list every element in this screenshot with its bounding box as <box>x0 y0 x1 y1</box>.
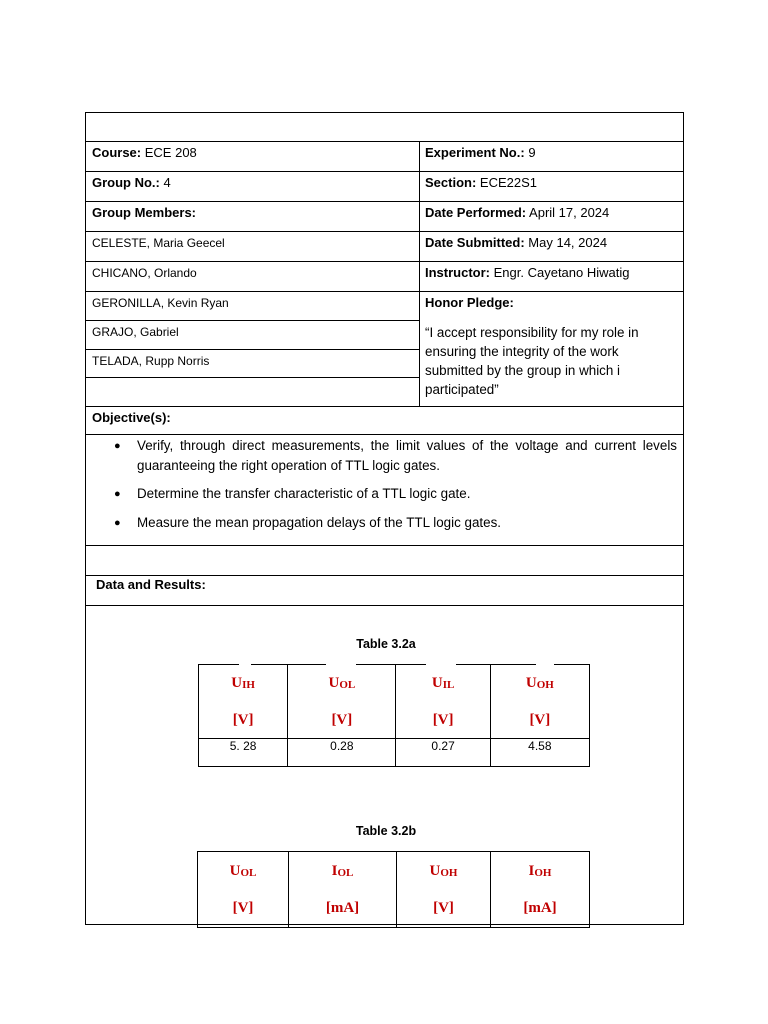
rule <box>86 201 683 202</box>
table-a-cell: 4.58 <box>490 739 589 767</box>
bullet-icon: ● <box>114 488 121 500</box>
objective-item: Measure the mean propagation delays of the TTL logic gates. <box>137 515 501 530</box>
rule <box>86 377 419 378</box>
table-a <box>198 664 590 767</box>
rule <box>86 545 683 546</box>
member-item: TELADA, Rupp Norris <box>92 354 210 368</box>
rule <box>86 575 683 576</box>
table-b-header: $U_{OH}$ [V] <box>397 852 491 928</box>
table-b-caption: Table 3.2b <box>355 824 417 838</box>
table-b-header: $I_{OL}$ [mA] <box>289 852 397 928</box>
table-a-cell: 0.28 <box>288 739 396 767</box>
member-item: GRAJO, Gabriel <box>92 325 179 339</box>
date-submitted-field: Date Submitted: May 14, 2024 <box>425 235 608 250</box>
border-gap <box>326 663 356 666</box>
objectives-label: Objective(s): <box>92 410 171 425</box>
table-a-cell: 0.27 <box>396 739 490 767</box>
border-gap <box>239 663 251 666</box>
table-a-caption: Table 3.2a <box>356 637 416 651</box>
table-a-header: $U_{OH}$ [V] <box>490 665 589 739</box>
bullet-icon: ● <box>114 517 121 529</box>
rule <box>86 171 683 172</box>
rule <box>86 320 419 321</box>
rule <box>86 605 683 606</box>
table-b-header: $I_{OH}$ [mA] <box>491 852 590 928</box>
instructor-field: Instructor: Engr. Cayetano Hiwatig <box>425 265 630 280</box>
rule <box>86 406 683 407</box>
bullet-icon: ● <box>114 440 121 452</box>
rule <box>86 141 683 142</box>
experiment-field: Experiment No.: 9 <box>425 145 536 160</box>
honor-pledge-text: “I accept responsibility for my role in ensuring the integrity of the work submitted by the group in which i participated” <box>425 325 639 397</box>
objective-item: Determine the transfer characteristic of a TTL logic gate. <box>137 486 471 501</box>
members-label: Group Members: <box>92 205 197 220</box>
rule <box>86 291 683 292</box>
table-a-header: $U_{OL}$ [V] <box>288 665 396 739</box>
rule <box>86 261 683 262</box>
course-field: Course: ECE 208 <box>92 145 197 160</box>
results-label: Data and Results: <box>96 577 206 592</box>
column-divider <box>419 141 420 406</box>
border-gap <box>426 663 456 666</box>
rule <box>86 349 419 350</box>
table-a-header: $U_{IL}$ [V] <box>396 665 490 739</box>
member-item: CELESTE, Maria Geecel <box>92 236 225 250</box>
rule <box>86 231 683 232</box>
table-a-header: $U_{IH}$ [V] <box>199 665 288 739</box>
border-gap <box>536 663 554 666</box>
group-field: Group No.: 4 <box>92 175 171 190</box>
table-a-cell: 5. 28 <box>199 739 288 767</box>
section-field: Section: ECE22S1 <box>425 175 538 190</box>
member-item: CHICANO, Orlando <box>92 266 197 280</box>
rule <box>86 434 683 435</box>
lab-report-sheet <box>85 112 684 925</box>
date-performed-field: Date Performed: April 17, 2024 <box>425 205 610 220</box>
member-item: GERONILLA, Kevin Ryan <box>92 296 229 310</box>
table-b-header: $U_{OL}$ [V] <box>198 852 289 928</box>
table-b <box>197 851 590 928</box>
honor-pledge-label: Honor Pledge: <box>425 295 514 310</box>
objective-item: Verify, through direct measurements, the limit values of the voltage and current levels guaranteeing the right operation of TTL logic gates. <box>137 438 677 473</box>
